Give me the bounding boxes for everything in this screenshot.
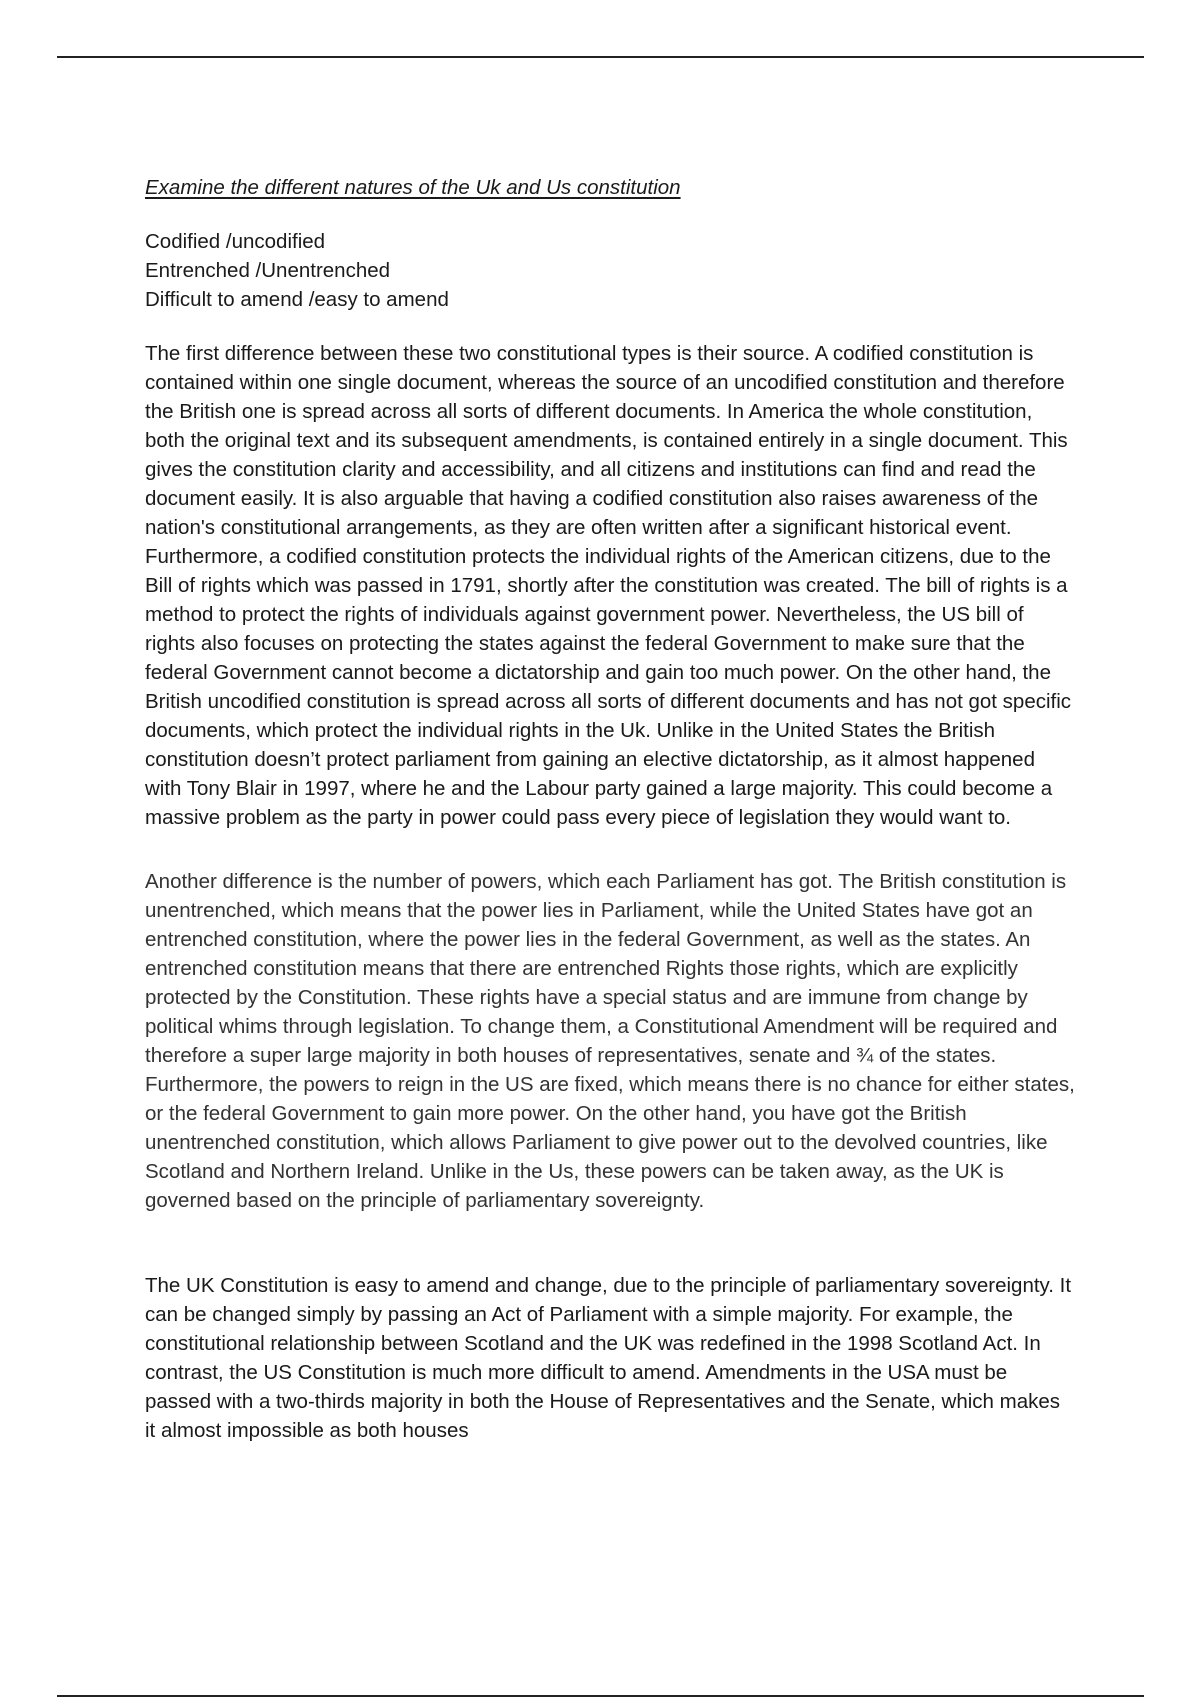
paragraph-source: The first difference between these two constitutional types is their source. A codified constitution is contained within one single document, whereas the source of an uncodified constitution and therefore the British one is spread across all sorts of different documents. In America the whole constitution, both the original text and its subsequent amendments, is contained entirely in a single document. This gives the constitution clarity and accessibility, and all citizens and institutions can find and read the document easily. It is also arguable that having a codified constitution also raises awareness of the nation's constitutional arrangements, as they are often written after a significant historical event. Furthermore, a codified constitution protects the individual rights of the American citizens, due to the Bill of rights which was passed in 1791, shortly after the constitution was created. The bill of rights is a method to protect the rights of individuals against government power. Nevertheless, the US bill of rights also focuses on protecting the states against the federal Government to make sure that the federal Government cannot become a dictatorship and gain too much power. On the other hand, the British uncodified constitution is spread across all sorts of different documents and has not got specific documents, which protect the individual rights in the Uk. Unlike in the United States the British constitution doesn’t protect parliament from gaining an elective dictatorship, as it almost happened with Tony Blair in 1997, where he and the Labour party gained a large majority. This could become a massive problem as the party in power could pass every piece of legislation they would want to.	[145, 342, 1072, 829]
bottom-rule	[57, 1695, 1144, 1697]
paragraph-entrenchment: Another difference is the number of powers, which each Parliament has got. The British constitution is unentrenched, which means that the power lies in Parliament, while the United States have got an entrenched constitution, where the power lies in the federal Government, as well as the states. An entrenched constitution means that there are entrenched Rights those rights, which are explicitly protected by the Constitution. These rights have a special status and are immune from change by political whims through legislation. To change them, a Constitutional Amendment will be required and therefore a super large majority in both houses of representatives, senate and ¾ of the states. Furthermore, the powers to reign in the US are fixed, which means there is no chance for either states, or the federal Government to gain more power. On the other hand, you have got the British unentrenched constitution, which allows Parliament to give power out to the devolved countries, like Scotland and Northern Ireland. Unlike in the Us, these powers can be taken away, as the UK is governed based on the principle of parliamentary sovereignty.	[145, 870, 1075, 1212]
key-points-list	[145, 227, 1075, 314]
paragraph-amendment: The UK Constitution is easy to amend and change, due to the principle of parliamentary sovereignty. It can be changed simply by passing an Act of Parliament with a simple majority. For example, the constitutional relationship between Scotland and the UK was redefined in the 1998 Scotland Act. In contrast, the US Constitution is much more difficult to amend. Amendments in the USA must be passed with a two-thirds majority in both the House of Representatives and the Senate, which makes it almost impossible as both houses	[145, 1274, 1072, 1442]
key-point: Difficult to amend /easy to amend	[145, 288, 449, 311]
key-point: Entrenched /Unentrenched	[145, 259, 391, 282]
document-body	[145, 173, 1075, 1480]
top-rule	[57, 56, 1144, 58]
key-point: Codified /uncodified	[145, 230, 326, 253]
document-title: Examine the different natures of the Uk and Us constitution	[145, 176, 681, 199]
